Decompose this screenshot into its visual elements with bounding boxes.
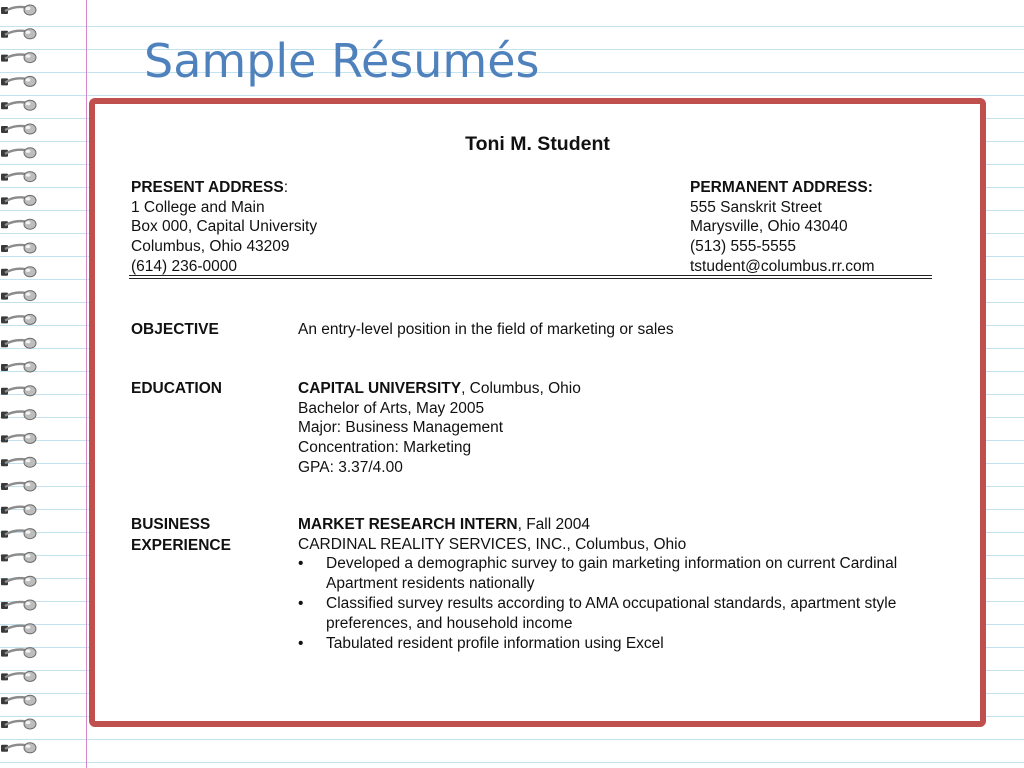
binding-ring	[1, 671, 36, 681]
header-divider	[129, 275, 932, 276]
binding-ring	[1, 386, 36, 396]
job-title-line	[298, 515, 938, 535]
binding-ring	[1, 457, 36, 467]
binding-ring	[1, 100, 36, 110]
school-location: , Columbus, Ohio	[461, 380, 581, 397]
binding-ring	[1, 124, 36, 134]
binding-ring	[1, 148, 36, 158]
binding-ring	[1, 29, 36, 39]
binding-ring	[1, 219, 36, 229]
experience-details	[298, 515, 938, 654]
binding-ring	[1, 243, 36, 253]
list-item	[298, 554, 938, 594]
binding-ring	[1, 695, 36, 705]
binding-ring	[1, 362, 36, 372]
binding-ring	[1, 481, 36, 491]
objective-label: OBJECTIVE	[131, 321, 219, 338]
permanent-phone: (513) 555-5555	[690, 238, 796, 256]
binding-ring	[1, 624, 36, 634]
notebook-margin-line	[86, 0, 87, 768]
permanent-address-label: PERMANENT ADDRESS:	[690, 179, 873, 196]
bullet-text: Tabulated resident profile information using Excel	[326, 635, 664, 653]
binding-ring	[1, 576, 36, 586]
binding-ring	[1, 600, 36, 610]
company: CARDINAL REALITY SERVICES, INC., Columbus, Ohio	[298, 535, 687, 553]
permanent-email: tstudent@columbus.rr.com	[690, 257, 875, 275]
present-address-line: 1 College and Main	[131, 198, 265, 216]
binding-ring	[1, 195, 36, 205]
binding-ring	[1, 314, 36, 324]
school-name: CAPITAL UNIVERSITY	[298, 380, 462, 397]
resume-frame	[89, 98, 986, 727]
binding-ring	[1, 267, 36, 277]
present-address-label-suffix: :	[283, 179, 289, 196]
slide-title: Sample Résumés	[144, 34, 540, 88]
bullet-text: Classified survey results according to AMA occupational standards, apartment style preferences, and household income	[326, 595, 897, 633]
gpa: GPA: 3.37/4.00	[298, 458, 403, 476]
bullet-glyph: •	[298, 595, 304, 613]
binding-ring	[1, 743, 36, 753]
present-address-label: PRESENT ADDRESS	[131, 179, 284, 196]
present-phone: (614) 236-0000	[131, 257, 237, 275]
list-item	[298, 634, 938, 654]
binding-ring	[1, 410, 36, 420]
education-details	[298, 379, 938, 478]
binding-ring	[1, 291, 36, 301]
permanent-address-line: Marysville, Ohio 43040	[690, 218, 848, 236]
binding-ring	[1, 648, 36, 658]
bullet-glyph: •	[298, 635, 304, 653]
present-address-heading	[131, 178, 317, 198]
concentration: Concentration: Marketing	[298, 439, 472, 457]
experience-label-line: EXPERIENCE	[131, 536, 231, 554]
spiral-binding	[0, 0, 42, 768]
present-address-block	[131, 178, 317, 277]
objective-text: An entry-level position in the field of marketing or sales	[298, 321, 674, 338]
binding-ring	[1, 529, 36, 539]
bullet-glyph: •	[298, 555, 304, 573]
job-term: , Fall 2004	[517, 516, 590, 533]
permanent-address-block	[690, 178, 875, 277]
bullet-text: Developed a demographic survey to gain marketing information on current Cardinal Apartment residents nationally	[326, 555, 898, 593]
binding-ring	[1, 76, 36, 86]
binding-ring	[1, 505, 36, 515]
list-item	[298, 594, 938, 634]
experience-label	[131, 515, 231, 556]
major: Major: Business Management	[298, 419, 504, 437]
job-title: MARKET RESEARCH INTERN	[298, 516, 518, 533]
binding-ring	[1, 5, 36, 15]
present-address-line: Box 000, Capital University	[131, 218, 318, 236]
binding-ring	[1, 552, 36, 562]
education-school-line	[298, 379, 938, 399]
binding-ring	[1, 172, 36, 182]
resume-document	[95, 104, 980, 721]
binding-ring	[1, 338, 36, 348]
experience-bullets	[298, 554, 938, 654]
resume-name: Toni M. Student	[465, 133, 610, 155]
binding-ring	[1, 53, 36, 63]
permanent-address-line: 555 Sanskrit Street	[690, 198, 822, 216]
experience-label-line: BUSINESS	[131, 516, 211, 533]
binding-ring	[1, 719, 36, 729]
binding-ring	[1, 433, 36, 443]
present-address-line: Columbus, Ohio 43209	[131, 238, 290, 256]
header-divider	[129, 278, 932, 279]
education-label: EDUCATION	[131, 380, 222, 397]
degree: Bachelor of Arts, May 2005	[298, 399, 485, 417]
